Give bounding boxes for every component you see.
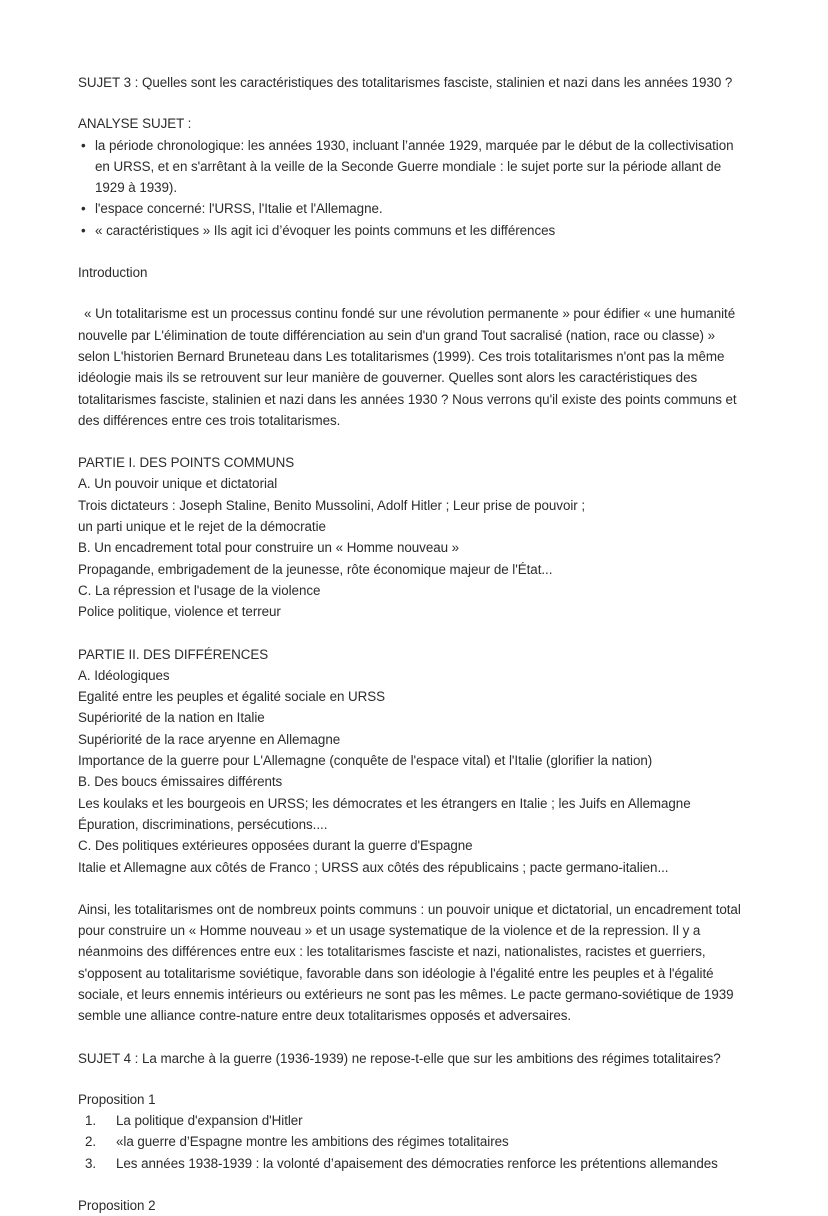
partie-2-line: A. Idéologiques (78, 667, 170, 683)
bullet-icon: • (81, 201, 86, 217)
spacer (78, 241, 742, 262)
partie-2-line: Supériorité de la nation en Italie (78, 710, 265, 726)
partie-2-line: Italie et Allemagne aux côtés de Franco ; URSS aux côtés des républicains ; pacte germano-italien... (78, 859, 669, 875)
introduction-label: Introduction (78, 265, 148, 281)
list-item-text: la période chronologique: les années 1930, incluant l’année 1929, marquée par le début de la collectivisation en URSS, et en s'arrêtant à la veille de la Seconde Guerre mondiale : le sujet porte sur la période allant de 1929 à 1939). (95, 137, 734, 196)
partie-2-title: PARTIE II. DES DIFFÉRENCES (78, 646, 269, 662)
conclusion-paragraph: Ainsi, les totalitarismes ont de nombreux points communs : un pouvoir unique et dictatorial, un encadrement total pour construire un « Homme nouveau » et un usage systematique de la violence et de la repression. Il y a néanmoins des différences entre eux : les totalitarismes fasciste et nazi, nationalistes, racistes et guerriers, s'opposent au totalitarisme soviétique, favorable dans son idéologie à l'égalité entre les peuples et à l'égalité sociale, et leurs ennemis intérieurs ou extérieurs ne sont pas les mêmes. Le pacte germano-soviétique de 1939 semble une alliance contre-nature entre deux totalitarismes opposés et adversaires. (78, 901, 741, 1024)
document-content (78, 72, 742, 1216)
spacer (78, 1027, 742, 1048)
partie-1-line: un parti unique et le rejet de la démocratie (78, 519, 326, 535)
sujet4-heading: SUJET 4 : La marche à la guerre (1936-1939) ne repose-t-elle que sur les ambitions des régimes totalitaires? (78, 1050, 721, 1066)
partie-2-line: Les koulaks et les bourgeois en URSS; les démocrates et les étrangers en Italie ; les Juifs en Allemagne (78, 795, 691, 811)
list-item-number: 3. (85, 1155, 97, 1171)
partie-1-line: C. La répression et l'usage de la violence (78, 582, 321, 598)
list-item (78, 220, 742, 241)
list-item-number: 1. (85, 1113, 97, 1129)
proposition-1-label: Proposition 1 (78, 1091, 156, 1107)
list-item-text: La politique d'expansion d'Hitler (116, 1113, 303, 1129)
list-item (78, 1110, 742, 1131)
analyse-sujet-bullet-list (78, 135, 742, 241)
sujet3-heading: SUJET 3 : Quelles sont les caractéristiques des totalitarismes fasciste, stalinien et nazi dans les années 1930 ? (78, 75, 733, 90)
spacer (78, 878, 742, 899)
spacer (78, 93, 742, 113)
partie-2-block (78, 644, 742, 878)
list-item-number: 2. (85, 1134, 97, 1150)
list-item-text: Les années 1938-1939 : la volonté d’apaisement des démocraties renforce les prétentions allemandes (116, 1155, 718, 1171)
introduction-paragraph: « Un totalitarisme est un processus continu fondé sur une révolution permanente » pour édifier « une humanité nouvelle par L'élimination de toute différenciation au sein d'un grand Tout sacralisé (nation, race ou classe) » selon L'historien Bernard Bruneteau dans Les totalitarismes (1999). Ces trois totalitarismes n'ont pas la même idéologie mais ils se retrouvent sur leur manière de gouverner. Quelles sont alors les caractéristiques des totalitarismes fasciste, stalinien et nazi dans les années 1930 ? Nous verrons qu'il existe des points communs et des différences entre ces trois totalitarismes. (78, 306, 737, 428)
partie-1-line: Police politique, violence et terreur (78, 604, 281, 620)
list-item (78, 1153, 742, 1174)
list-item-text: l'espace concerné: l'URSS, l'Italie et l'Allemagne. (95, 201, 383, 217)
partie-2-line: Egalité entre les peuples et égalité sociale en URSS (78, 689, 386, 705)
spacer (78, 283, 742, 303)
spacer (78, 623, 742, 644)
spacer (78, 431, 742, 452)
partie-1-line: A. Un pouvoir unique et dictatorial (78, 476, 278, 492)
list-item-text: « caractéristiques » Ils agit ici d’évoquer les points communs et les différences (95, 222, 556, 238)
proposition-2-label: Proposition 2 (78, 1198, 156, 1214)
list-item (78, 198, 742, 219)
list-item (78, 1131, 742, 1152)
partie-1-line: Trois dictateurs : Joseph Staline, Benito Mussolini, Adolf Hitler ; Leur prise de pouvoir ; (78, 497, 586, 513)
list-item (78, 135, 742, 199)
analyse-sujet-label: ANALYSE SUJET : (78, 116, 192, 132)
partie-1-line: Propagande, embrigadement de la jeunesse, rôte économique majeur de l'État... (78, 561, 553, 577)
partie-2-line: C. Des politiques extérieures opposées durant la guerre d'Espagne (78, 838, 473, 854)
partie-1-block (78, 452, 742, 622)
spacer (78, 1174, 742, 1195)
bullet-icon: • (81, 222, 86, 238)
proposition-1-list (78, 1110, 742, 1174)
partie-1-line: B. Un encadrement total pour construire un « Homme nouveau » (78, 540, 460, 556)
list-item-text: «la guerre d’Espagne montre les ambitions des régimes totalitaires (116, 1134, 509, 1150)
partie-2-line: B. Des boucs émissaires différents (78, 774, 283, 790)
partie-2-line: Supériorité de la race aryenne en Allemagne (78, 731, 341, 747)
partie-2-line: Épuration, discriminations, persécutions.... (78, 816, 328, 832)
spacer (78, 1069, 742, 1089)
partie-1-title: PARTIE I. DES POINTS COMMUNS (78, 455, 295, 471)
bullet-icon: • (81, 137, 86, 153)
partie-2-line: Importance de la guerre pour L'Allemagne (conquête de l'espace vital) et l'Italie (glorifier la nation) (78, 753, 653, 769)
